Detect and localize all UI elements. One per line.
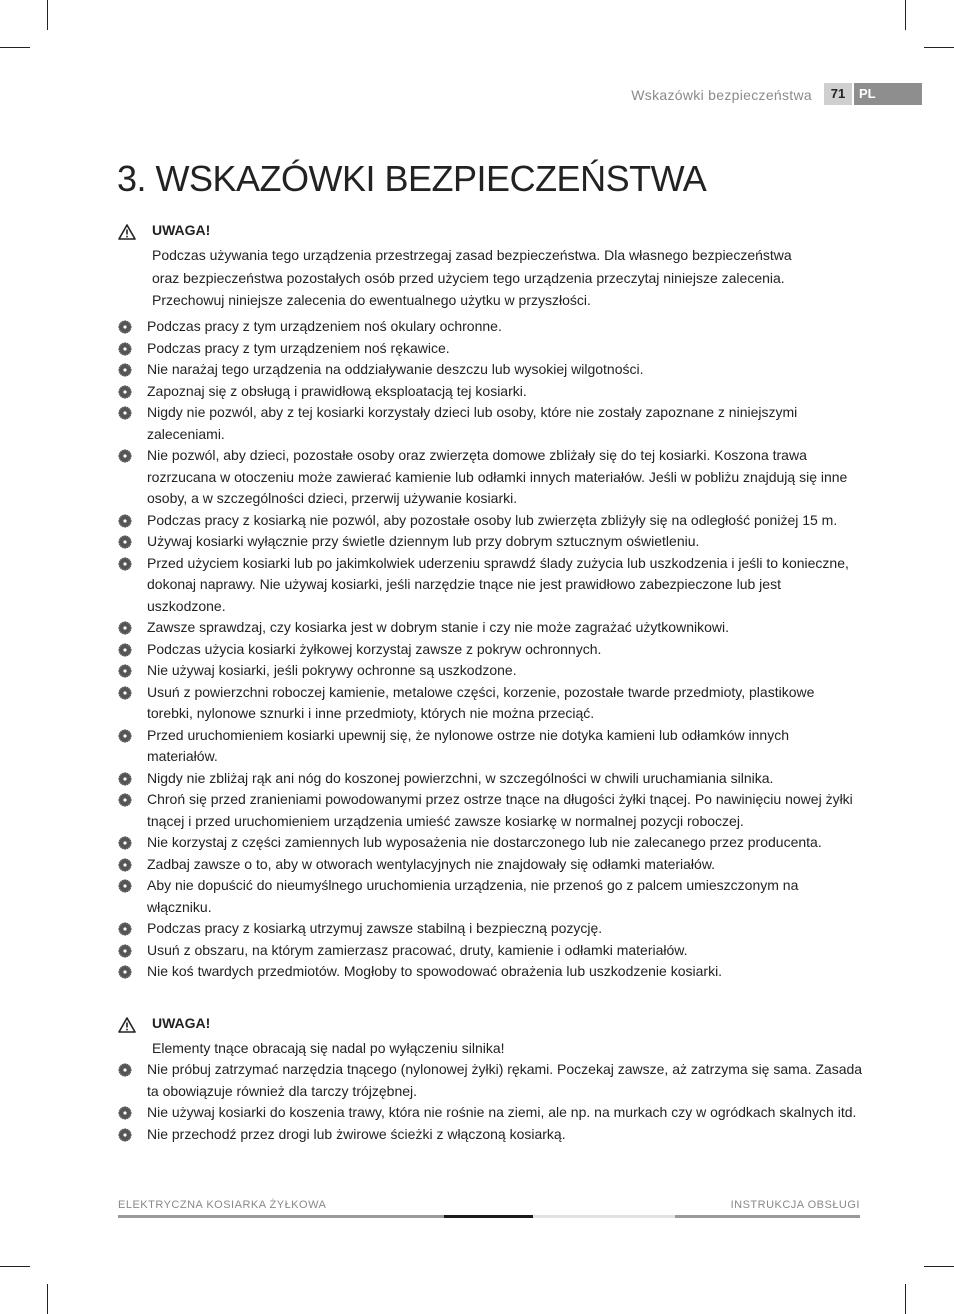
bullet-item [118, 789, 863, 832]
bullet-item [118, 402, 863, 445]
bullet-item [118, 639, 863, 661]
warning-heading: UWAGA! [152, 222, 211, 238]
gear-bullet-icon [118, 836, 132, 850]
bullet-item [118, 531, 863, 553]
warning-line: Podczas używania tego urządzenia przestrzegaj zasad bezpieczeństwa. Dla własnego bezpieczeństwa [152, 247, 792, 263]
warning-text [152, 244, 852, 312]
bullet-item [118, 1124, 863, 1146]
bullet-text: Podczas pracy z tym urządzeniem noś rękawice. [147, 339, 450, 356]
gear-bullet-icon [118, 793, 132, 807]
bullet-item [118, 338, 863, 360]
bullet-text: Zadbaj zawsze o to, aby w otworach wentylacyjnych nie znajdowały się odłamki materiałów. [147, 855, 716, 872]
bullet-text: Nie pozwól, aby dzieci, pozostałe osoby oraz zwierzęta domowe zbliżały się do tej kosiarki. Koszona trawa rozrzucana w otoczeniu może zawierać kamienie lub odłamki innych materiałów. Jeśli w pobliżu znajdują się inne osoby, a w szczególności dzieci, przerwij używanie kosiarki. [147, 447, 848, 506]
bullet-text: Nie przechodź przez drogi lub żwirowe ścieżki z włączoną kosiarką. [147, 1125, 566, 1142]
footer-rule [675, 1215, 860, 1218]
bullet-text: Nie koś twardych przedmiotów. Mogłoby to spowodować obrażenia lub uszkodzenie kosiarki. [147, 963, 723, 979]
crop-mark [47, 0, 48, 30]
bullet-text: Zawsze sprawdzaj, czy kosiarka jest w dobrym stanie i czy nie może zagrażać użytkownikowi. [147, 619, 729, 635]
gear-bullet-icon [118, 449, 132, 463]
bullet-item [118, 918, 863, 940]
bullet-item [118, 854, 863, 876]
bullet-item [118, 940, 863, 962]
bullet-text: Podczas pracy z kosiarką utrzymuj zawsze stabilną i bezpieczną pozycję. [147, 920, 603, 936]
bullet-text: Używaj kosiarki wyłącznie przy świetle dziennym lub przy dobrym sztucznym oświetleniu. [147, 533, 700, 549]
bullet-text: Nigdy nie pozwól, aby z tej kosiarki korzystały dzieci lub osoby, które nie zostały zapoznane z niniejszymi zaleceniami. [147, 404, 798, 442]
safety-list-1 [118, 316, 863, 983]
warning-triangle-icon [118, 224, 136, 240]
safety-list-2 [118, 1059, 863, 1145]
language-tab: PL [854, 83, 922, 105]
footer-document-type: INSTRUKCJA OBSŁUGI [730, 1199, 860, 1211]
gear-bullet-icon [118, 922, 132, 936]
bullet-text: Podczas pracy z kosiarką nie pozwól, aby pozostałe osoby lub zwierzęta zbliżyły się na odległość poniżej 15 m. [147, 511, 838, 528]
gear-bullet-icon [118, 1063, 132, 1077]
footer-rule [444, 1215, 533, 1218]
bullet-item [118, 617, 863, 639]
bullet-text: Nie używaj kosiarki, jeśli pokrywy ochronne są uszkodzone. [147, 662, 517, 678]
crop-mark [905, 1284, 906, 1314]
gear-bullet-icon [118, 664, 132, 678]
warning-text [152, 1037, 852, 1060]
bullet-item [118, 1102, 863, 1124]
bullet-item [118, 961, 863, 983]
crop-mark [47, 1284, 48, 1314]
warning-heading: UWAGA! [152, 1015, 211, 1031]
gear-bullet-icon [118, 514, 132, 528]
footer-rule [118, 1215, 444, 1218]
gear-bullet-icon [118, 406, 132, 420]
bullet-text: Zapoznaj się z obsługą i prawidłową eksploatacją tej kosiarki. [147, 382, 527, 399]
warning-line: Przechowuj niniejsze zalecenia do ewentualnego użytku w przyszłości. [152, 292, 591, 308]
gear-bullet-icon [118, 363, 132, 377]
gear-bullet-icon [118, 320, 132, 334]
bullet-text: Nie narażaj tego urządzenia na oddziaływanie deszczu lub wysokiej wilgotności. [147, 361, 644, 377]
running-header-title: Wskazówki bezpieczeństwa [631, 87, 812, 103]
warning-line: oraz bezpieczeństwa pozostałych osób przed użyciem tego urządzenia przeczytaj niniejsze zalecenia. [152, 269, 785, 286]
gear-bullet-icon [118, 879, 132, 893]
bullet-item [118, 316, 863, 338]
bullet-item [118, 1059, 863, 1102]
bullet-item [118, 832, 863, 854]
warning-triangle-icon [118, 1017, 136, 1033]
bullet-text: Podczas pracy z tym urządzeniem noś okulary ochronne. [147, 318, 502, 334]
bullet-item [118, 768, 863, 790]
gear-bullet-icon [118, 858, 132, 872]
page-number: 71 [824, 83, 852, 105]
bullet-item [118, 359, 863, 381]
gear-bullet-icon [118, 772, 132, 786]
gear-bullet-icon [118, 965, 132, 979]
footer-rule [533, 1215, 675, 1218]
bullet-text: Chroń się przed zranieniami powodowanymi przez ostrze tnące na długości żyłki tnącej. Po nawinięciu nowej żyłki tnącej i przed uruchomieniem urządzenia umieść zawsze kosiarkę w normalnej pozycji roboczej. [147, 791, 853, 829]
gear-bullet-icon [118, 385, 132, 399]
bullet-item [118, 875, 863, 918]
gear-bullet-icon [118, 686, 132, 700]
bullet-text: Nie korzystaj z części zamiennych lub wyposażenia nie dostarczonego lub nie zalecanego przez producenta. [147, 834, 822, 850]
bullet-text: Usuń z powierzchni roboczej kamienie, metalowe części, korzenie, pozostałe twarde przedmioty, plastikowe torebki, nylonowe sznurki i inne przedmioty, których nie można przeciąć. [147, 683, 815, 721]
crop-mark [0, 1266, 30, 1267]
bullet-text: Nigdy nie zbliżaj rąk ani nóg do koszonej powierzchni, w szczególności w chwili uruchamiania silnika. [147, 769, 774, 786]
gear-bullet-icon [118, 557, 132, 571]
crop-mark [924, 1266, 954, 1267]
bullet-item [118, 510, 863, 532]
bullet-text: Przed uruchomieniem kosiarki upewnij się, że nylonowe ostrze nie dotyka kamieni lub odłamków innych materiałów. [147, 726, 789, 764]
bullet-text: Przed użyciem kosiarki lub po jakimkolwiek uderzeniu sprawdź ślady zużycia lub uszkodzenia i jeśli to konieczne, dokonaj naprawy. Nie używaj kosiarki, jeśli narzędzie tnące nie jest prawidłowo zabezpieczone lub jest uszkodzone. [147, 554, 849, 614]
bullet-text: Nie próbuj zatrzymać narzędzia tnącego (nylonowej żyłki) rękami. Poczekaj zawsze, aż zatrzyma się sama. Zasada ta obowiązuje również dla tarczy trójzębnej. [147, 1061, 863, 1099]
bullet-text: Podczas użycia kosiarki żyłkowej korzystaj zawsze z pokryw ochronnych. [147, 640, 602, 657]
warning-line: Elementy tnące obracają się nadal po wyłączeniu silnika! [152, 1040, 505, 1056]
gear-bullet-icon [118, 535, 132, 549]
page-title: 3. WSKAZÓWKI BEZPIECZEŃSTWA [117, 158, 707, 199]
bullet-item [118, 445, 863, 510]
bullet-item [118, 381, 863, 403]
footer-product-name: ELEKTRYCZNA KOSIARKA ŻYŁKOWA [118, 1199, 327, 1211]
bullet-text: Usuń z obszaru, na którym zamierzasz pracować, druty, kamienie i odłamki materiałów. [147, 941, 688, 958]
gear-bullet-icon [118, 643, 132, 657]
bullet-item [118, 660, 863, 682]
bullet-item [118, 553, 863, 618]
gear-bullet-icon [118, 944, 132, 958]
gear-bullet-icon [118, 621, 132, 635]
crop-mark [0, 47, 30, 48]
bullet-item [118, 725, 863, 768]
bullet-item [118, 682, 863, 725]
gear-bullet-icon [118, 342, 132, 356]
crop-mark [924, 47, 954, 48]
gear-bullet-icon [118, 1128, 132, 1142]
gear-bullet-icon [118, 1106, 132, 1120]
crop-mark [905, 0, 906, 30]
gear-bullet-icon [118, 729, 132, 743]
bullet-text: Aby nie dopuścić do nieumyślnego uruchomienia urządzenia, nie przenoś go z palcem umieszczonym na włączniku. [147, 877, 799, 915]
bullet-text: Nie używaj kosiarki do koszenia trawy, która nie rośnie na ziemi, ale np. na murkach czy w ogródkach skalnych itd. [147, 1104, 857, 1120]
